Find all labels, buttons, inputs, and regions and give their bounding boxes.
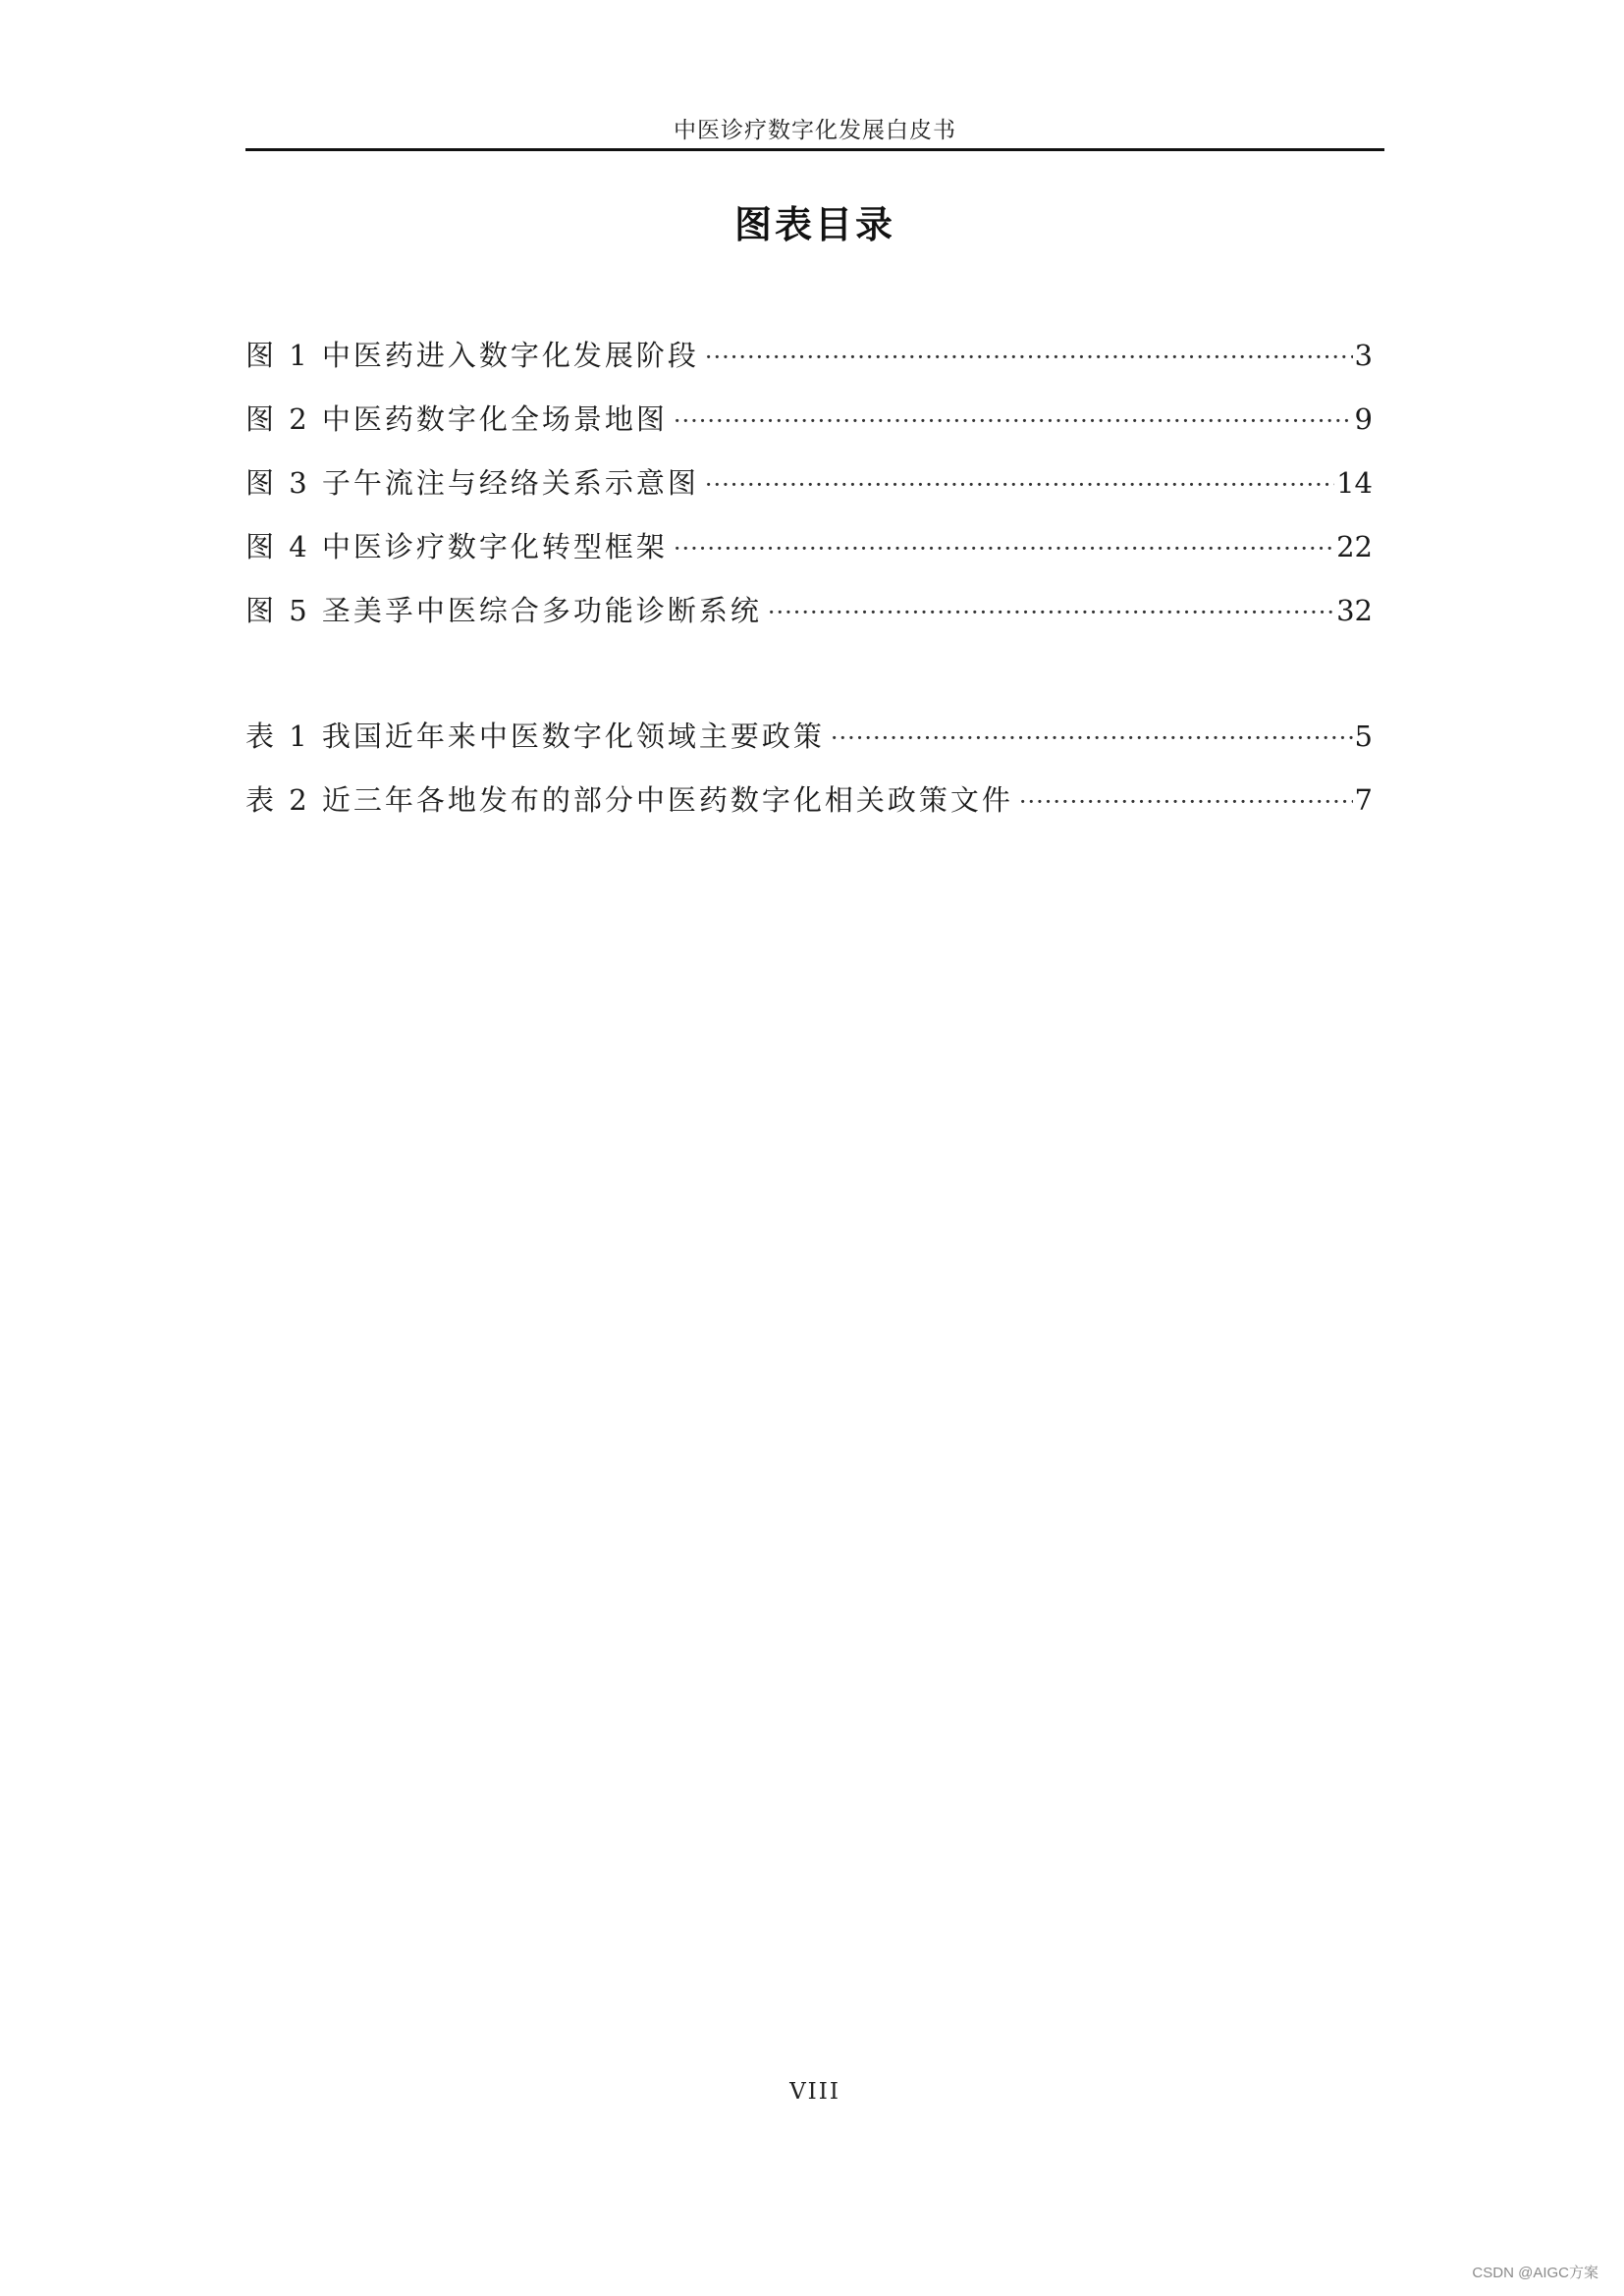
toc-entry-label: 表 1 我国近年来中医数字化领域主要政策 (245, 720, 825, 753)
toc-entry-label: 图 2 中医药数字化全场景地图 (245, 402, 668, 436)
toc-entry-table-1[interactable] (245, 715, 1373, 778)
toc-entry-figure-4[interactable] (245, 525, 1373, 589)
dot-leader (705, 471, 1334, 499)
toc-entry-label: 图 4 中医诊疗数字化转型框架 (245, 530, 668, 563)
toc-entry-label: 图 3 子午流注与经络关系示意图 (245, 466, 699, 500)
figure-list (245, 334, 1373, 653)
page-title: 图表目录 (733, 202, 895, 246)
toc-entry-figure-5[interactable] (245, 589, 1373, 653)
table-list (245, 715, 1373, 842)
dot-leader (1019, 788, 1353, 816)
dot-leader (705, 344, 1353, 371)
dot-leader (831, 724, 1353, 752)
toc-entry-label: 图 1 中医药进入数字化发展阶段 (245, 339, 699, 372)
toc-entry-page: 9 (1354, 402, 1373, 436)
running-header: 中医诊疗数字化发展白皮书 (674, 118, 956, 143)
dot-leader (674, 407, 1353, 435)
toc-entry-page: 7 (1354, 783, 1373, 817)
toc-entry-label: 表 2 近三年各地发布的部分中医药数字化相关政策文件 (245, 783, 1013, 817)
page-number: VIII (789, 2079, 840, 2105)
toc-entry-page: 14 (1336, 466, 1373, 500)
header-rule (245, 148, 1384, 151)
toc-entry-page: 3 (1354, 339, 1373, 372)
dot-leader (674, 535, 1334, 562)
dot-leader (768, 599, 1334, 626)
toc-entry-page: 22 (1336, 530, 1373, 563)
toc-entry-table-2[interactable] (245, 778, 1373, 842)
toc-entry-figure-1[interactable] (245, 334, 1373, 398)
toc-entry-page: 5 (1354, 720, 1373, 753)
toc-entry-figure-3[interactable] (245, 461, 1373, 525)
watermark: CSDN @AIGC方案 (1472, 2265, 1598, 2281)
toc-entry-figure-2[interactable] (245, 398, 1373, 461)
toc-entry-label: 图 5 圣美孚中医综合多功能诊断系统 (245, 594, 762, 627)
toc-entry-page: 32 (1336, 594, 1373, 627)
